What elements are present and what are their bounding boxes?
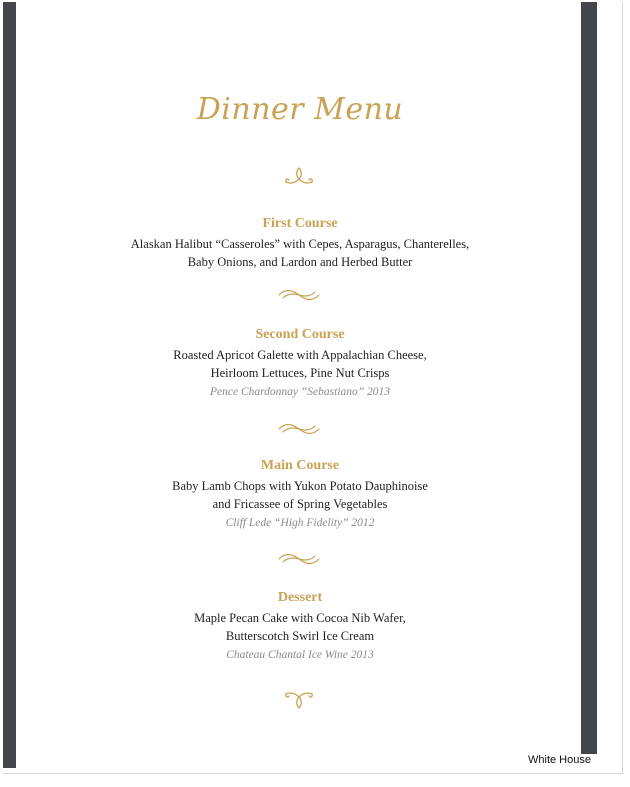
course-item-line: Maple Pecan Cake with Cocoa Nib Wafer, xyxy=(194,611,406,625)
flourish-ornament-icon xyxy=(283,687,315,711)
course-item-line: Baby Onions, and Lardon and Herbed Butter xyxy=(187,255,413,269)
page-title: Dinner Menu xyxy=(196,92,404,127)
wine-pairing: Cliff Lede “High Fidelity” 2012 xyxy=(225,517,375,529)
course-first xyxy=(0,215,600,271)
page-edge-right xyxy=(622,2,623,774)
course-item-line: Roasted Apricot Galette with Appalachian Cheese, xyxy=(173,348,427,362)
course-title: Dessert xyxy=(277,590,323,605)
course-title: Main Course xyxy=(260,458,340,473)
flourish-ornament-icon xyxy=(283,165,315,189)
swirl-divider-icon xyxy=(277,552,321,566)
wine-pairing: Chateau Chantal Ice Wine 2013 xyxy=(226,649,374,661)
course-main xyxy=(0,457,600,532)
course-item-line: Butterscotch Swirl Ice Cream xyxy=(225,629,375,643)
course-item-line: Alaskan Halibut “Casseroles” with Cepes, Asparagus, Chanterelles, xyxy=(130,237,470,251)
course-item-line: and Fricassee of Spring Vegetables xyxy=(212,497,388,511)
course-dessert xyxy=(0,589,600,664)
course-second xyxy=(0,326,600,401)
swirl-divider-icon xyxy=(277,288,321,302)
swirl-divider-icon xyxy=(277,422,321,436)
photo-credit: White House xyxy=(528,754,591,766)
wine-pairing: Pence Chardonnay “Sebastiano” 2013 xyxy=(209,386,391,398)
page-edge-bottom xyxy=(3,773,623,774)
course-item-line: Baby Lamb Chops with Yukon Potato Dauphinoise xyxy=(172,479,428,493)
course-title: Second Course xyxy=(255,327,345,342)
course-title: First Course xyxy=(262,216,338,231)
course-item-line: Heirloom Lettuces, Pine Nut Crisps xyxy=(210,366,390,380)
